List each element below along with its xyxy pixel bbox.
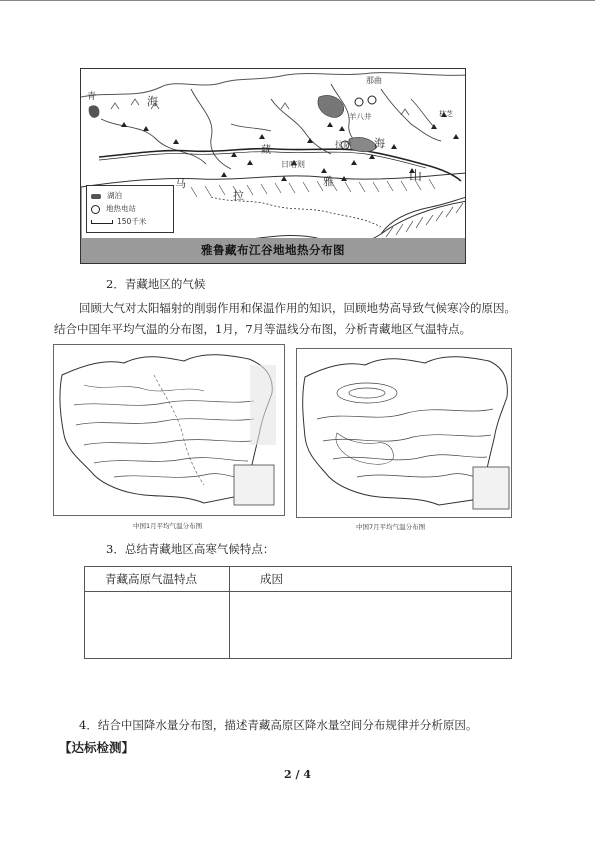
scale-bar xyxy=(91,220,113,224)
january-map-drawing xyxy=(54,345,284,515)
section2-para1: 回顾大气对太阳辐射的削弱作用和保温作用的知识，回顾地势高导致气候寒冷的原因。 xyxy=(79,301,516,315)
answer-cell-temperature[interactable] xyxy=(85,592,230,659)
lake-icon xyxy=(91,194,101,199)
section3-heading: 3．总结青藏地区高寒气候特点： xyxy=(106,542,275,556)
label-nyingchi: 林芝 xyxy=(439,110,453,118)
july-map-drawing xyxy=(297,349,511,517)
label-lhasa: 拉萨 xyxy=(335,140,351,149)
section5-heading: 【达标检测】 xyxy=(59,740,135,755)
yarlung-tsangpo-geothermal-map xyxy=(80,68,466,264)
table-col-temperature: 青藏高原气温特点 xyxy=(85,567,230,592)
table-answer-row xyxy=(85,592,512,659)
legend-power-label: 地热电站 xyxy=(106,204,136,213)
legend-scale-row xyxy=(91,216,146,227)
label-ma: 马 xyxy=(175,177,186,190)
legend-lake-row xyxy=(91,190,122,201)
january-temperature-map xyxy=(53,344,285,516)
july-temperature-map xyxy=(296,348,512,518)
label-hai: 海 xyxy=(147,95,158,108)
label-la: 拉 xyxy=(233,189,244,202)
answer-cell-cause[interactable] xyxy=(230,592,512,659)
power-station-icon xyxy=(91,205,100,214)
section4-text: 4．结合中国降水量分布图，描述青藏高原区降水量空间分布规律并分析原因。 xyxy=(79,718,478,732)
label-hai2: 海 xyxy=(374,137,385,150)
header-rule xyxy=(0,0,595,1)
table-col-cause: 成因 xyxy=(230,567,512,592)
section2-heading: 2．青藏地区的气候 xyxy=(106,277,206,291)
january-map-caption: 中国1月平均气温分布图 xyxy=(133,522,203,530)
label-zang: 藏 xyxy=(261,145,271,156)
legend-lake-label: 湖泊 xyxy=(107,191,122,200)
label-shan: 山 xyxy=(409,169,423,184)
label-ya: 雅 xyxy=(323,175,334,188)
table-header-row xyxy=(85,567,512,592)
climate-answer-table xyxy=(84,566,512,659)
section2-para2: 结合中国年平均气温的分布图，1月，7月等温线分布图，分析青藏地区气温特点。 xyxy=(54,322,472,336)
july-map-caption: 中国7月平均气温分布图 xyxy=(356,523,426,531)
legend-power-row xyxy=(91,203,136,214)
figure-caption: 雅鲁藏布江谷地地热分布图 xyxy=(201,243,345,257)
label-nagqu: 那曲 xyxy=(366,76,382,85)
page-number: 2 / 4 xyxy=(284,768,311,781)
label-shigatse: 日喀则 xyxy=(281,160,305,169)
legend-scale-label: 150千米 xyxy=(117,217,147,226)
map-legend xyxy=(86,185,174,233)
label-yangbajing: 羊八井 xyxy=(349,112,372,121)
label-qing: 青 xyxy=(87,92,97,102)
